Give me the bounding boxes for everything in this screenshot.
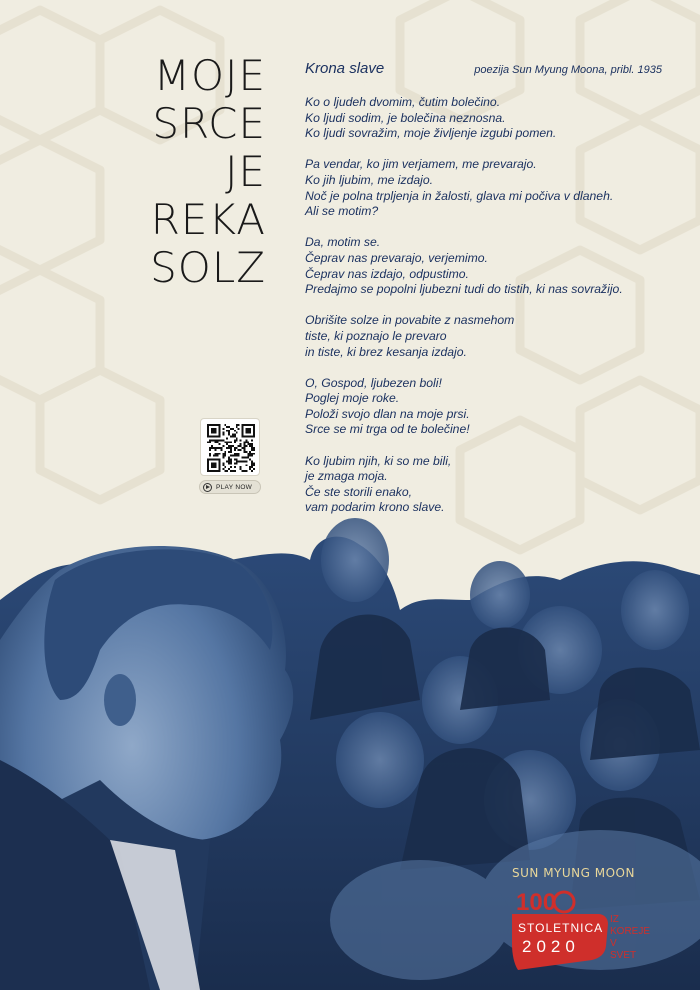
poem-line: Obrišite solze in povabite z nasmehom <box>305 313 515 328</box>
poem-line: Pa vendar, ko jim verjamem, me prevarajo. <box>305 157 537 172</box>
poem-line: Da, motim se. <box>305 235 381 250</box>
centenary-word: STOLETNICA <box>518 921 604 935</box>
title-line: MOJE <box>153 51 266 100</box>
poem-line: Ko ljubim njih, ki so me bili, <box>305 453 452 468</box>
tagline-line: IZ <box>610 914 619 925</box>
title-line: SRCE <box>152 99 266 148</box>
centenary-year: 2020 <box>522 937 580 956</box>
poem-line: Ko ljudi sovražim, moje življenje izgubi pomen. <box>305 126 557 141</box>
poem-line: Noč je polna trpljenja in žalosti, glava mi počiva v dlaneh. <box>305 188 614 203</box>
poem-line: tiste, ki poznajo le prevaro <box>305 328 447 343</box>
title-line: JE <box>225 147 266 196</box>
poem-line: O, Gospod, ljubezen boli! <box>305 375 442 390</box>
poem-line: je zmaga moja. <box>305 469 388 484</box>
poem-line: Ko ljudi sodim, je bolečina neznosna. <box>305 110 506 125</box>
poem-line: vam podarim krono slave. <box>305 500 445 515</box>
poem-line: in tiste, ki brez kesanja izdajo. <box>305 344 467 359</box>
poem-attribution: poezija Sun Myung Moona, pribl. 1935 <box>474 64 662 76</box>
poem-line: Čeprav nas izdajo, odpustimo. <box>305 266 469 281</box>
poem-line: Če ste storili enako, <box>305 484 413 499</box>
poem-line: Ko o ljudeh dvomim, čutim bolečino. <box>305 95 501 109</box>
poem-line: Položi svojo dlan na moje prsi. <box>305 406 470 421</box>
poem-line: Čeprav nas prevarajo, verjemimo. <box>305 250 488 265</box>
poem-line: Ali se motim? <box>305 204 379 219</box>
poem-line: Poglej moje roke. <box>305 391 400 406</box>
poem-line: Srce se mi trga od te bolečine! <box>305 422 470 437</box>
poem-line: Ko jih ljubim, me izdajo. <box>305 172 434 187</box>
tagline-line: V <box>610 938 617 949</box>
tagline-line: KOREJE <box>610 926 651 937</box>
tagline-line: SVET <box>610 950 637 961</box>
centenary-number: 100 <box>516 889 557 916</box>
title-line: REKA <box>150 195 266 244</box>
title-line: SOLZ <box>150 243 266 292</box>
author-name: SUN MYUNG MOON <box>512 866 635 880</box>
poem-line: Predajmo se popolni ljubezni tudi do tistih, ki nas sovražijo. <box>305 282 623 297</box>
play-now-label: PLAY NOW <box>216 483 253 491</box>
centenary-logo <box>508 884 678 974</box>
poem-title: Krona slave <box>305 60 385 77</box>
